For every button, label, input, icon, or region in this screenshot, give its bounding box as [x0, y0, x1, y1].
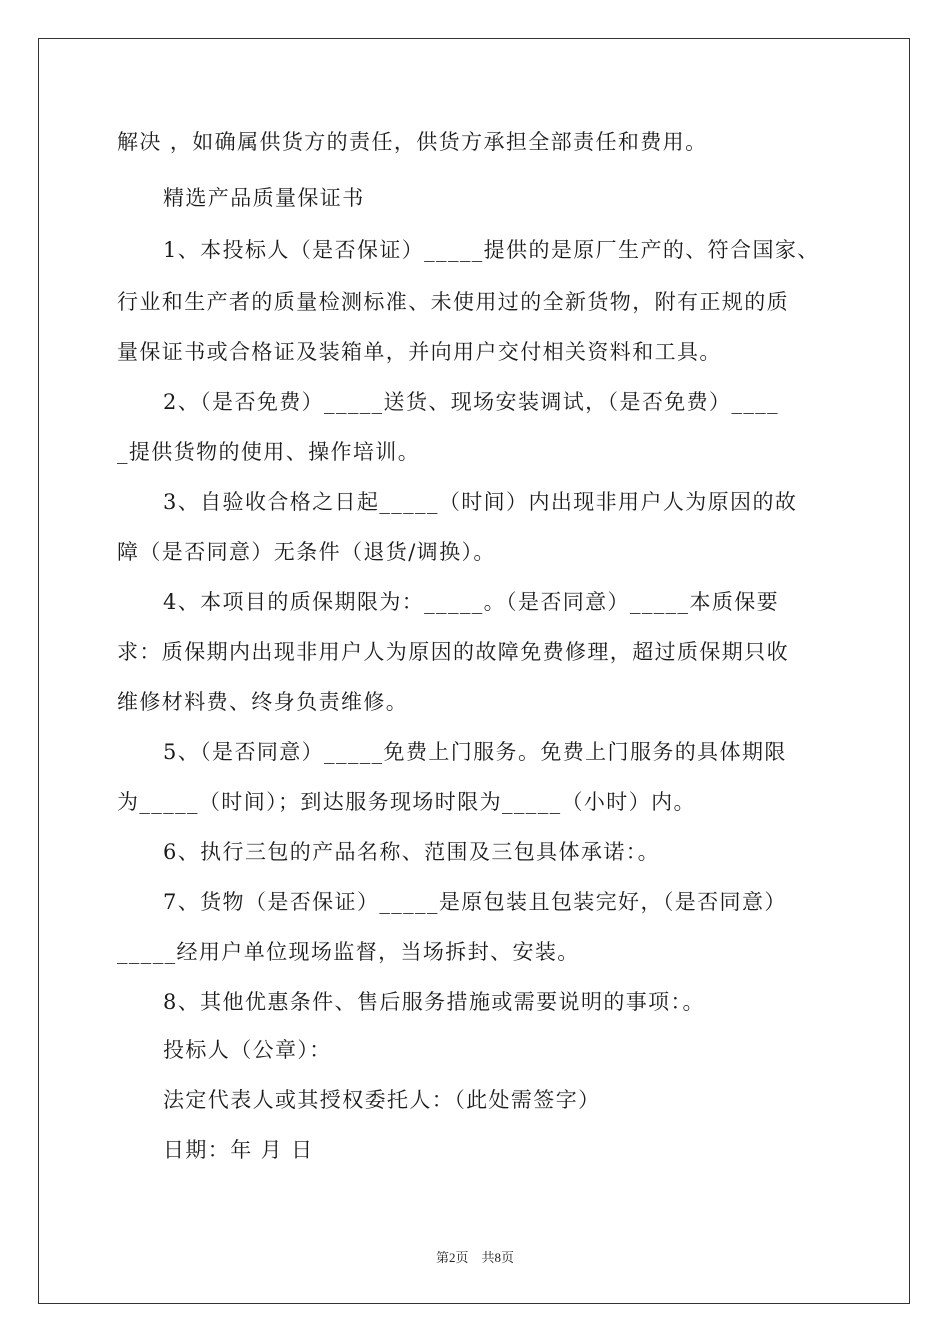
text-line-11: 求：质保期内出现非用户人为原因的故障免费修理，超过质保期只收 [117, 640, 789, 664]
text-line-13: 5、（是否同意）_____免费上门服务。免费上门服务的具体期限 [163, 740, 787, 764]
text-line-7: _提供货物的使用、操作培训。 [117, 440, 421, 464]
representative-signature-line: 法定代表人或其授权委托人：（此处需签字） [163, 1088, 601, 1112]
text-line-18: 8、其他优惠条件、售后服务措施或需要说明的事项：。 [163, 990, 705, 1014]
text-line-5: 量保证书或合格证及装箱单，并向用户交付相关资料和工具。 [117, 340, 722, 364]
text-line-6: 2、（是否免费）_____送货、现场安装调试，（是否免费）____ [163, 390, 780, 414]
text-line-3: 1、本投标人（是否保证）_____提供的是原厂生产的、符合国家、 [163, 238, 820, 262]
section-heading: 精选产品质量保证书 [163, 186, 365, 210]
text-line-16: 7、货物（是否保证）_____是原包装且包装完好，（是否同意） [163, 890, 787, 914]
page-frame [38, 38, 910, 1304]
page-number-footer: 第2页 共8页 [435, 1250, 514, 1265]
text-line-14: 为_____（时间）；到达服务现场时限为_____（小时）内。 [117, 790, 696, 814]
text-line-15: 6、执行三包的产品名称、范围及三包具体承诺：。 [163, 840, 661, 864]
text-line-4: 行业和生产者的质量检测标准、未使用过的全新货物，附有正规的质 [117, 290, 789, 314]
text-line-17: _____经用户单位现场监督，当场拆封、安装。 [117, 940, 580, 964]
bidder-seal-line: 投标人（公章）： [163, 1038, 332, 1062]
text-line-1: 解决 ，如确属供货方的责任，供货方承担全部责任和费用。 [117, 130, 708, 154]
date-line: 日期：年 月 日 [163, 1138, 314, 1162]
text-line-10: 4、本项目的质保期限为：_____。（是否同意）_____本质保要 [163, 590, 780, 614]
text-line-9: 障（是否同意）无条件（退货/调换）。 [117, 540, 496, 564]
text-line-12: 维修材料费、终身负责维修。 [117, 690, 409, 714]
text-line-8: 3、自验收合格之日起_____（时间）内出现非用户人为原因的故 [163, 490, 798, 514]
